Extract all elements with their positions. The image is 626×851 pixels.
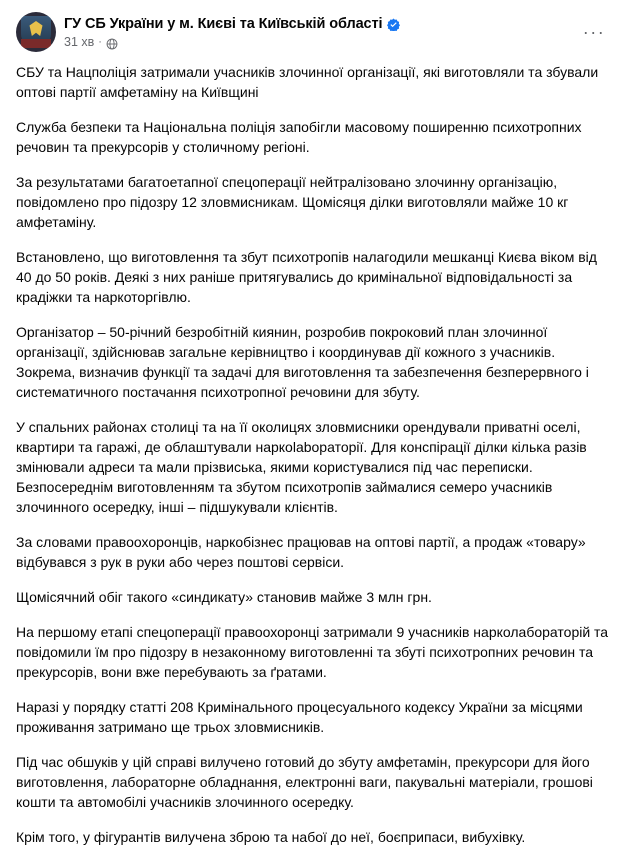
page-name-row <box>64 15 400 33</box>
post-paragraph: Встановлено, що виготовлення та збут психотропів налагодили мешканці Києва віком від 40 до 50 років. Деякі з них раніше притягувались до кримінальної відповідальності за крадіжки та наркоторгівлю. <box>16 249 597 305</box>
post-paragraph: СБУ та Нацполіція затримали учасників злочинної організації, які виготовляли та збували оптові партії амфетаміну на Київщині <box>16 64 599 100</box>
post-more-options-button[interactable]: ··· <box>582 22 606 42</box>
post-paragraph: Щомісячний обіг такого «синдикату» становив майже 3 млн грн. <box>16 589 432 605</box>
page-avatar[interactable] <box>16 12 56 52</box>
post-paragraph: Під час обшуків у цій справі вилучено готовий до збуту амфетамін, прекурсори для його виготовлення, лабораторне обладнання, електронні ваги, пакувальні матеріали, грошові кошти та автомобілі учасників злочинного осередку. <box>16 754 593 810</box>
post-paragraph: За результатами багатоетапної спецоперації нейтралізовано злочинну організацію, повідомлено про підозру 12 зловмисникам. Щомісяця ділки виготовляли майже 10 кг амфетаміну. <box>16 174 569 230</box>
post-paragraph: На першому етапі спецоперації правоохоронці затримали 9 учасників нарколабораторій та повідомили їм про підозру в незаконному виготовленні та збуті психотропних речовин та прекурсорів, вони вже перебувають за ґратами. <box>16 624 609 680</box>
post-paragraph: Служба безпеки та Національна поліція запобігли масовому поширенню психотропних речовин та прекурсорів у столичному регіоні. <box>16 119 582 155</box>
avatar-crest-icon <box>21 16 51 48</box>
post-header <box>16 12 610 52</box>
meta-separator: · <box>98 36 102 48</box>
post-paragraph: Наразі у порядку статті 208 Кримінального процесуального кодексу України за місцями проживання затримано ще трьох зловмисників. <box>16 699 583 735</box>
page-name[interactable]: ГУ СБ України у м. Києві та Київській області <box>64 16 383 32</box>
post-paragraph: За словами правоохоронців, наркобізнес працював на оптові партії, а продаж «товару» відбувався з рук в руки або через поштові сервіси. <box>16 534 586 570</box>
post-timestamp[interactable]: 31 хв <box>64 35 95 49</box>
verified-badge-icon <box>387 18 400 31</box>
post-paragraph: Крім того, у фігурантів вилучена зброю та набої до неї, боєприпаси, вибухівку. <box>16 829 526 845</box>
post-header-text <box>64 12 400 52</box>
post-paragraph: Організатор – 50-річний безробітній киянин, розробив покроковий план злочинної організації, здійснював загальне керівництво і координував дії кожного з учасників. Зокрема, визначив функції та задачі для виготовлення та забезпечення безперервного і систематичного постачання психотропної речовини для збуту. <box>16 324 589 400</box>
globe-icon <box>106 38 118 50</box>
post-body <box>16 62 610 851</box>
post-meta <box>64 35 400 50</box>
post-paragraph: У спальних районах столиці та на її околицях зловмисники орендували приватні оселі, квартири та гаражі, де облаштували наркоlabораторії. Для конспірації ділки кілька разів змінювали адреси та мали прізвиська, якими користувалися під час переписки. Безпосереднім виготовленням та збутом психотропів займалися семеро учасників злочинного осередку, інші – підшукували клієнтів. <box>16 419 587 515</box>
